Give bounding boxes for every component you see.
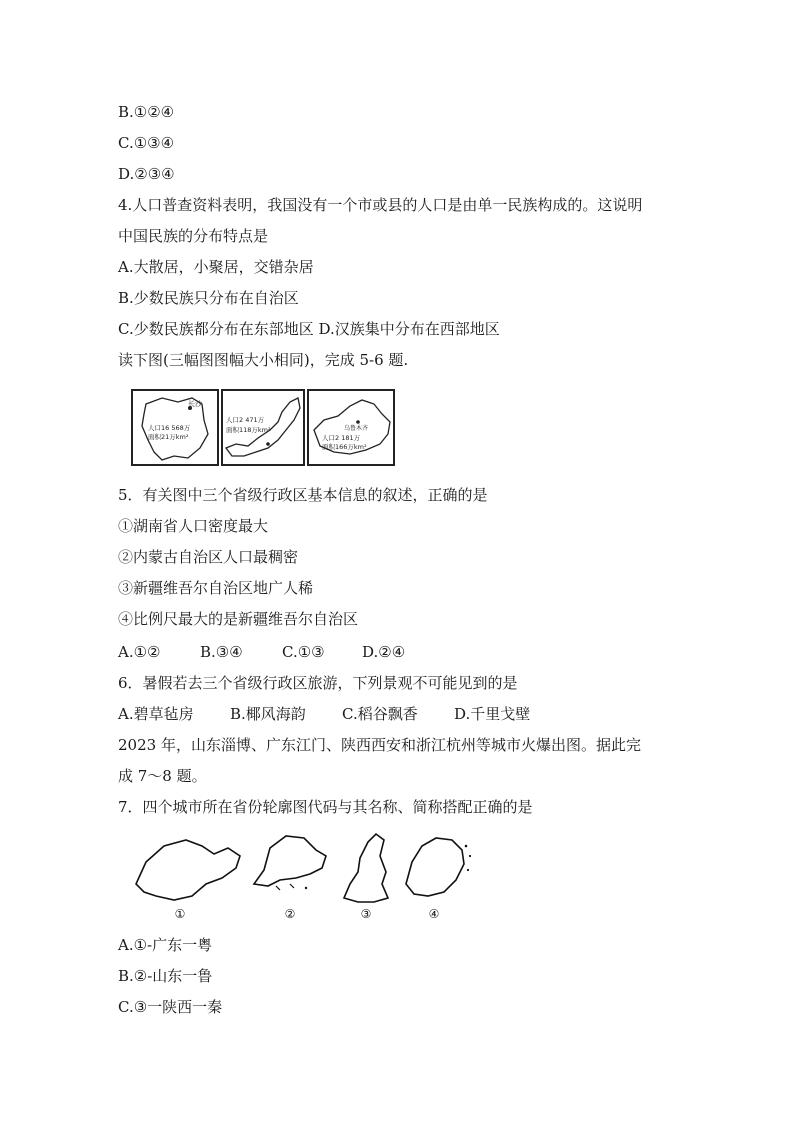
q7-option-c: C.③一陕西一秦 [118,998,223,1016]
shaanxi-outline-group [344,834,388,921]
inner-mongolia-area: 面积118万km² [226,426,271,434]
q5-option-d: D.②④ [362,643,406,661]
hunan-pop: 人口16 568万 [148,424,191,432]
q6-option-d: D.千里戈壁 [454,705,531,723]
q4-option-a: A.大散居，小聚居，交错杂居 [118,258,314,276]
q4-option-b: B.少数民族只分布在自治区 [118,289,299,307]
option-d-line: D.②③④ [118,165,175,183]
q6-option-c: C.稻谷飘香 [342,705,418,723]
hunan-map-panel [132,390,218,465]
hunan-area: 面积21万km² [148,433,189,441]
q5-option-b: B.③④ [200,643,243,661]
option-c-line: C.①③④ [118,134,175,152]
outline-2-label: ② [284,907,296,921]
figure-1-instruction: 读下图(三幅图图幅大小相同)，完成 5-6 题. [118,351,409,369]
xinjiang-pop: 人口2 181万 [322,434,361,442]
province-outlines-figure [130,826,480,924]
xinjiang-area: 面积166万km² [322,443,367,451]
outline-1-label: ① [174,907,186,921]
outline-2 [254,836,326,886]
q5-option-c: C.①③ [282,643,325,661]
hunan-city: 长沙 [188,400,202,408]
q5-statement-1: ①湖南省人口密度最大 [118,517,269,535]
q6-option-a: A.碧草毡房 [118,705,194,723]
q4-option-cd: C.少数民族都分布在东部地区 D.汉族集中分布在西部地区 [118,320,500,338]
question-7-text: 7．四个城市所在省份轮廓图代码与其名称、简称搭配正确的是 [118,798,533,816]
question-5-text: 5．有关图中三个省级行政区基本信息的叙述，正确的是 [118,486,488,504]
question-4-text-cont: 中国民族的分布特点是 [118,227,269,245]
outline-1 [136,840,240,900]
xinjiang-city: 乌鲁木齐 [344,425,369,432]
q5-option-a: A.①② [118,643,161,661]
xinjiang-map-panel [308,390,394,465]
option-b-line: B.①②④ [118,103,175,121]
q6-option-b: B.椰风海韵 [230,705,306,723]
q5-options [118,642,405,662]
q6-options [118,704,530,724]
q7-option-a: A.①-广东一粤 [118,936,213,954]
outline-3 [344,834,388,902]
outline-4 [406,838,464,896]
inner-mongolia-map-panel [222,390,304,465]
outline-3-label: ③ [360,907,372,921]
context-text-cont: 成 7～8 题。 [118,767,207,785]
q5-statement-2: ②内蒙古自治区人口最稠密 [118,548,299,566]
q5-statement-4: ④比例尺最大的是新疆维吾尔自治区 [118,610,359,628]
context-text: 2023 年，山东淄博、广东江门、陕西西安和浙江杭州等城市火爆出图。据此完 [118,736,641,754]
zhejiang-outline-group [406,838,471,921]
province-maps-figure [118,386,412,470]
inner-mongolia-pop: 人口2 471万 [226,416,265,424]
q5-statement-3: ③新疆维吾尔自治区地广人稀 [118,579,314,597]
guangdong-outline-group [254,836,326,921]
q7-option-b: B.②-山东一鲁 [118,967,213,985]
question-4-text: 4.人口普查资料表明，我国没有一个市或县的人口是由单一民族构成的。这说明 [118,196,643,214]
shandong-outline-group [136,840,240,921]
outline-4-label: ④ [428,907,440,921]
question-6-text: 6．暑假若去三个省级行政区旅游，下列景观不可能见到的是 [118,674,518,692]
